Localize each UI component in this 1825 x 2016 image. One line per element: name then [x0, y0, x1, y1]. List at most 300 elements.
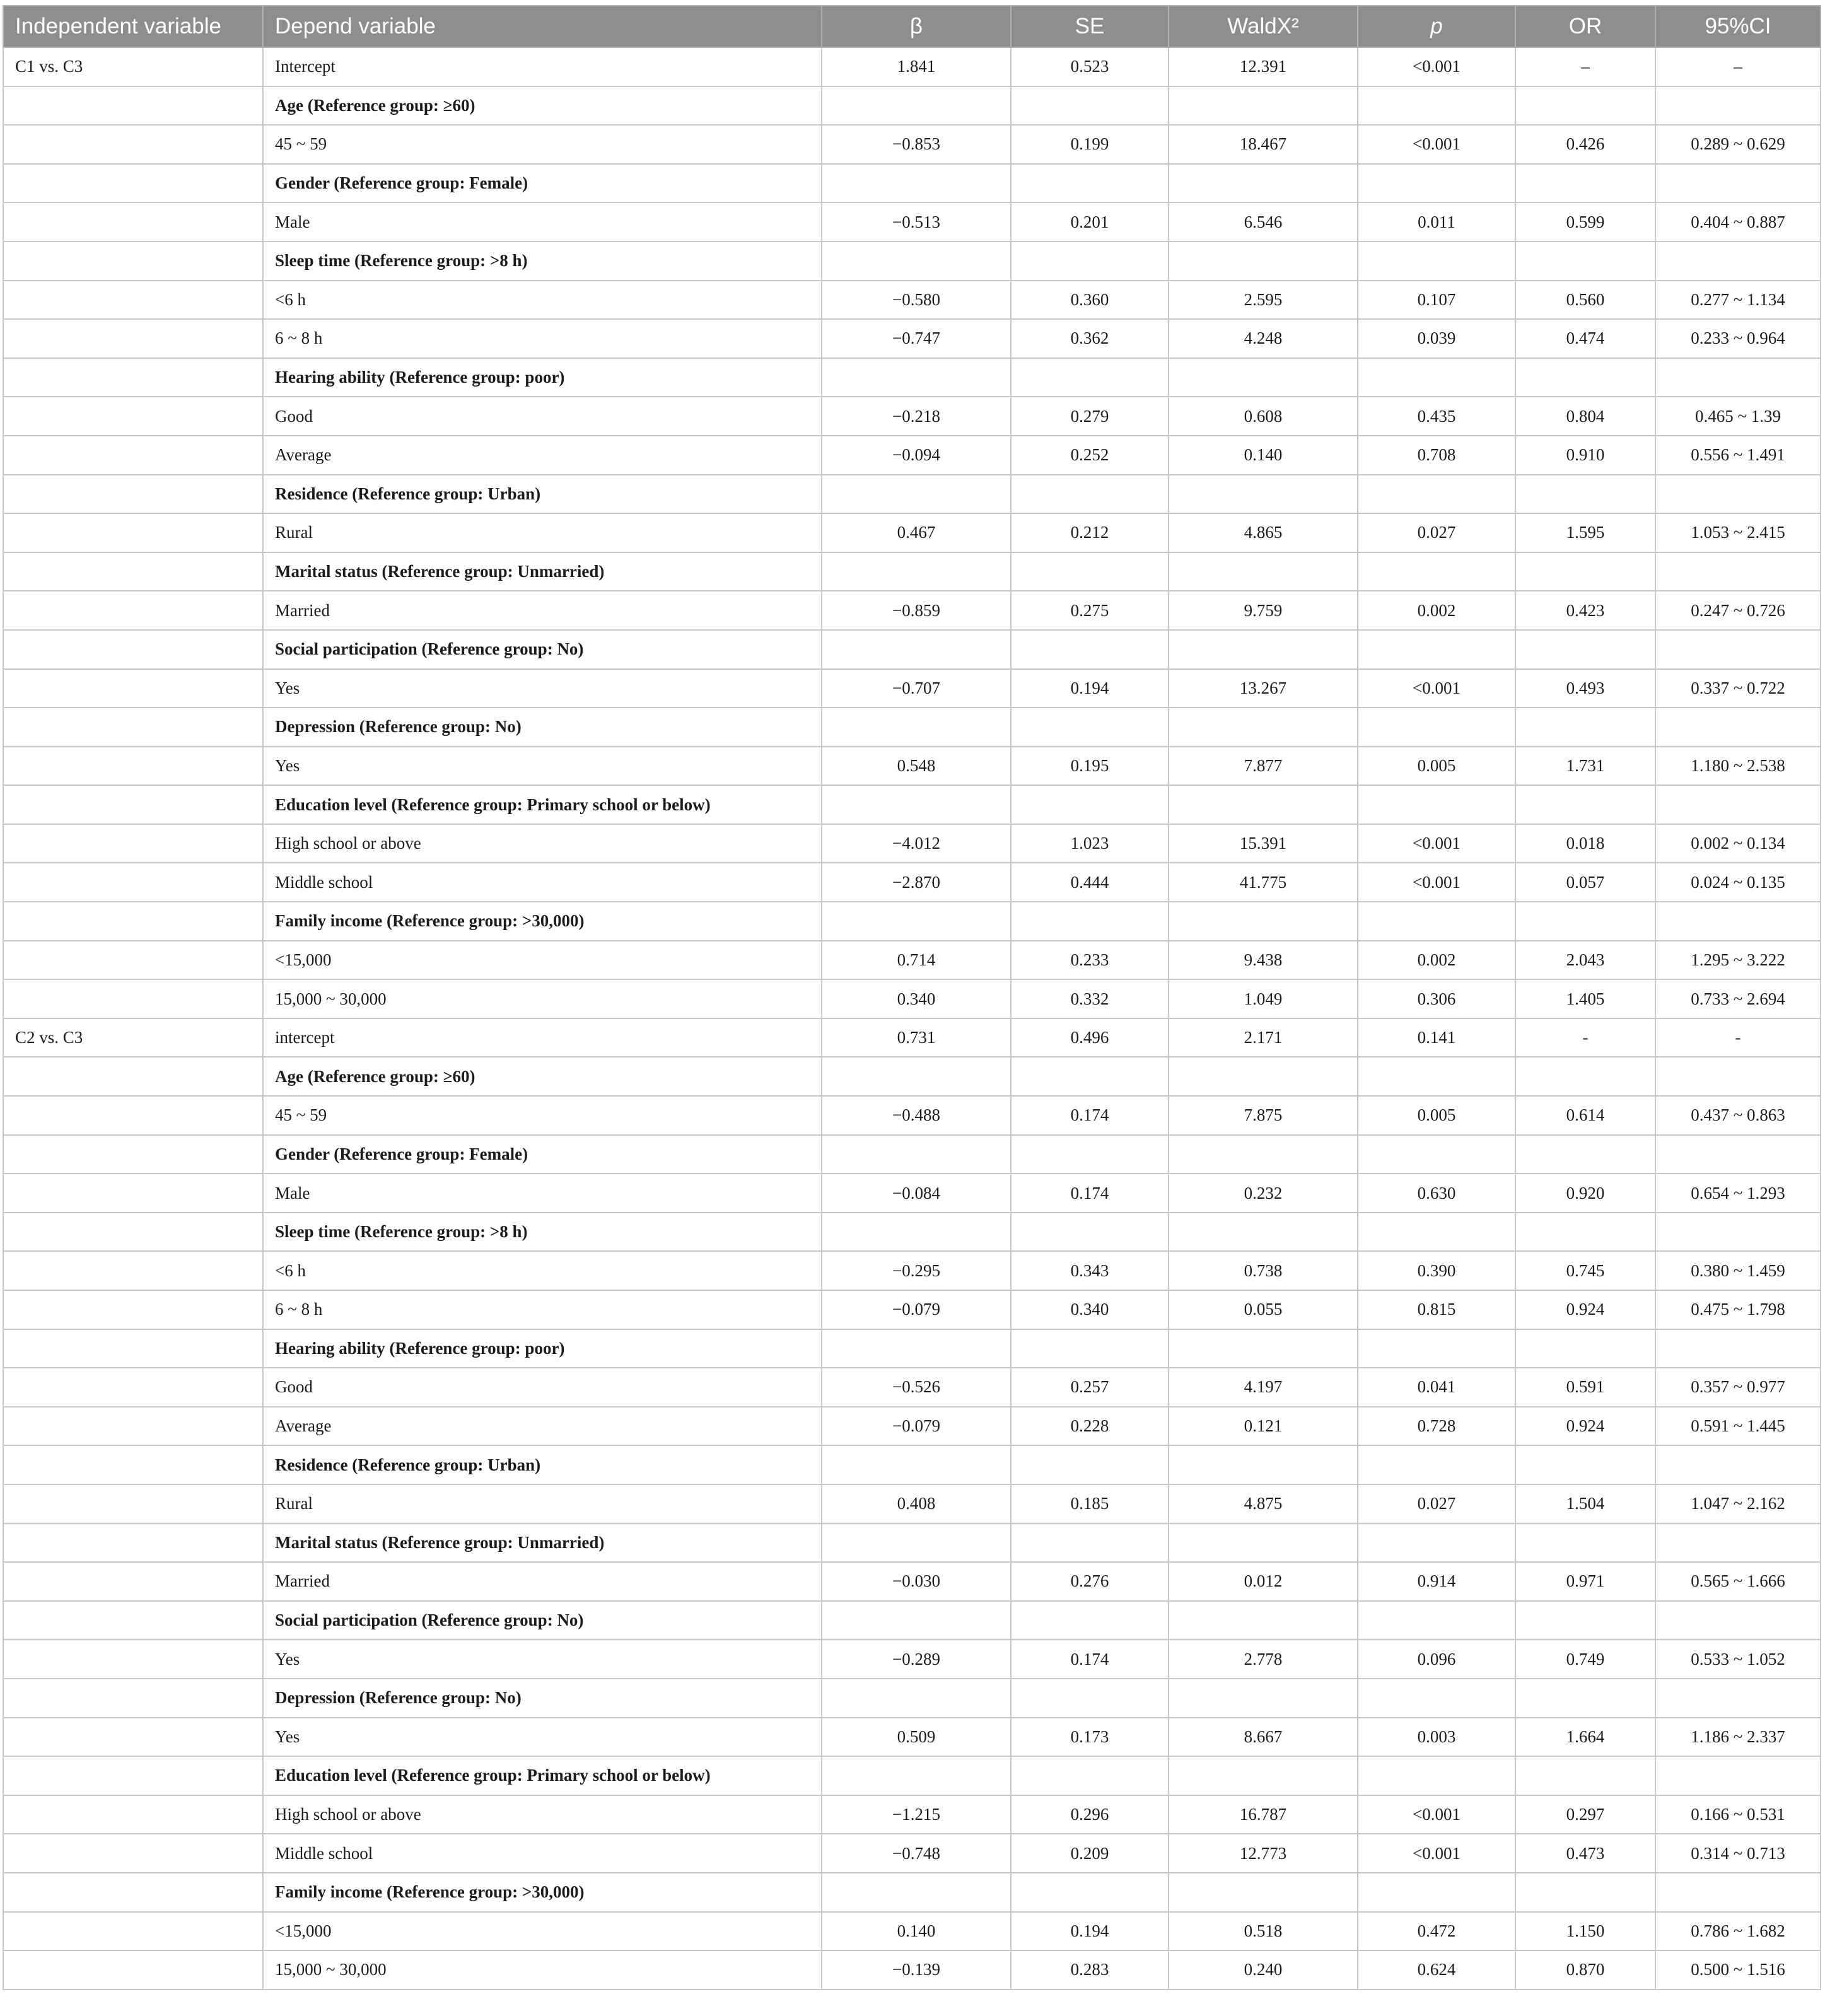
or-cell: 0.749: [1515, 1640, 1655, 1679]
depend-variable-cell: Rural: [263, 1484, 822, 1524]
wald-cell: 0.738: [1169, 1251, 1358, 1290]
ci-cell: 0.380 ~ 1.459: [1655, 1251, 1821, 1290]
independent-variable-cell: [3, 747, 263, 786]
wald-cell: [1169, 86, 1358, 125]
depend-variable-cell: Yes: [263, 1640, 822, 1679]
beta-cell: [822, 1756, 1011, 1795]
depend-variable-cell: Average: [263, 1407, 822, 1446]
ci-cell: 0.277 ~ 1.134: [1655, 281, 1821, 320]
or-cell: [1515, 902, 1655, 941]
ci-cell: 0.533 ~ 1.052: [1655, 1640, 1821, 1679]
or-cell: 0.924: [1515, 1407, 1655, 1446]
p-cell: 0.306: [1358, 979, 1515, 1018]
p-cell: 0.011: [1358, 202, 1515, 242]
p-cell: [1358, 1135, 1515, 1174]
se-cell: [1011, 1873, 1169, 1912]
wald-cell: 0.240: [1169, 1950, 1358, 1990]
beta-cell: 0.548: [822, 747, 1011, 786]
independent-variable-cell: [3, 1445, 263, 1484]
ci-cell: 0.465 ~ 1.39: [1655, 397, 1821, 436]
beta-cell: [822, 785, 1011, 824]
independent-variable-cell: [3, 319, 263, 358]
wald-cell: 16.787: [1169, 1795, 1358, 1834]
table-row: [3, 1834, 1821, 1873]
independent-variable-cell: [3, 86, 263, 125]
p-cell: 0.728: [1358, 1407, 1515, 1446]
se-cell: 0.444: [1011, 863, 1169, 902]
p-cell: [1358, 242, 1515, 281]
or-cell: [1515, 1873, 1655, 1912]
or-cell: [1515, 708, 1655, 747]
ci-cell: 1.180 ~ 2.538: [1655, 747, 1821, 786]
table-group-row: [3, 1213, 1821, 1252]
independent-variable-cell: [3, 941, 263, 980]
se-cell: 0.360: [1011, 281, 1169, 320]
depend-variable-cell: Social participation (Reference group: No): [263, 1601, 822, 1640]
independent-variable-cell: [3, 164, 263, 203]
wald-cell: [1169, 1524, 1358, 1563]
beta-cell: [822, 630, 1011, 669]
table-group-row: [3, 552, 1821, 591]
depend-variable-cell: Gender (Reference group: Female): [263, 1135, 822, 1174]
table-group-row: [3, 785, 1821, 824]
wald-cell: [1169, 1329, 1358, 1368]
independent-variable-cell: [3, 1251, 263, 1290]
depend-variable-cell: Family income (Reference group: >30,000): [263, 902, 822, 941]
ci-cell: [1655, 1756, 1821, 1795]
or-cell: –: [1515, 47, 1655, 86]
se-cell: [1011, 1057, 1169, 1096]
p-cell: [1358, 1213, 1515, 1252]
table-row: [3, 1251, 1821, 1290]
header-independent-variable: Independent variable: [3, 6, 263, 47]
table-row: [3, 591, 1821, 630]
se-cell: 0.296: [1011, 1795, 1169, 1834]
p-cell: [1358, 630, 1515, 669]
table-row: [3, 1368, 1821, 1407]
wald-cell: [1169, 1873, 1358, 1912]
p-cell: 0.630: [1358, 1174, 1515, 1213]
wald-cell: 0.608: [1169, 397, 1358, 436]
depend-variable-cell: Yes: [263, 669, 822, 708]
wald-cell: 13.267: [1169, 669, 1358, 708]
ci-cell: [1655, 1445, 1821, 1484]
ci-cell: 0.024 ~ 0.135: [1655, 863, 1821, 902]
se-cell: [1011, 358, 1169, 397]
ci-cell: 0.289 ~ 0.629: [1655, 125, 1821, 164]
se-cell: 0.194: [1011, 669, 1169, 708]
wald-cell: [1169, 1213, 1358, 1252]
independent-variable-cell: C1 vs. C3: [3, 47, 263, 86]
se-cell: 0.173: [1011, 1718, 1169, 1757]
independent-variable-cell: [3, 513, 263, 552]
p-cell: [1358, 164, 1515, 203]
depend-variable-cell: Average: [263, 436, 822, 475]
se-cell: 0.212: [1011, 513, 1169, 552]
beta-cell: [822, 242, 1011, 281]
table-row: [3, 202, 1821, 242]
p-cell: [1358, 1601, 1515, 1640]
p-cell: [1358, 1679, 1515, 1718]
se-cell: 0.275: [1011, 591, 1169, 630]
header-row: [3, 6, 1821, 47]
ci-cell: [1655, 358, 1821, 397]
table-group-row: [3, 1445, 1821, 1484]
ci-cell: 0.404 ~ 0.887: [1655, 202, 1821, 242]
ci-cell: 0.475 ~ 1.798: [1655, 1290, 1821, 1329]
independent-variable-cell: [3, 630, 263, 669]
p-cell: 0.005: [1358, 1096, 1515, 1135]
beta-cell: −0.139: [822, 1950, 1011, 1990]
se-cell: [1011, 708, 1169, 747]
p-cell: 0.027: [1358, 1484, 1515, 1524]
or-cell: 0.971: [1515, 1562, 1655, 1601]
beta-cell: −0.488: [822, 1096, 1011, 1135]
table-body: [3, 47, 1821, 1990]
or-cell: 1.405: [1515, 979, 1655, 1018]
wald-cell: 6.546: [1169, 202, 1358, 242]
table-group-row: [3, 1135, 1821, 1174]
ci-cell: 0.654 ~ 1.293: [1655, 1174, 1821, 1213]
p-cell: 0.107: [1358, 281, 1515, 320]
ci-cell: 0.556 ~ 1.491: [1655, 436, 1821, 475]
or-cell: 1.595: [1515, 513, 1655, 552]
independent-variable-cell: [3, 1484, 263, 1524]
depend-variable-cell: Education level (Reference group: Primary school or below): [263, 785, 822, 824]
depend-variable-cell: 6 ~ 8 h: [263, 1290, 822, 1329]
table-group-row: [3, 1756, 1821, 1795]
wald-cell: 0.055: [1169, 1290, 1358, 1329]
independent-variable-cell: [3, 1912, 263, 1951]
table-row: [3, 397, 1821, 436]
depend-variable-cell: Hearing ability (Reference group: poor): [263, 358, 822, 397]
logistic-regression-table: [3, 5, 1821, 1990]
table-row: [3, 979, 1821, 1018]
beta-cell: −0.580: [822, 281, 1011, 320]
table-group-row: [3, 475, 1821, 514]
or-cell: 0.423: [1515, 591, 1655, 630]
independent-variable-cell: [3, 824, 263, 863]
header-wald: WaldX²: [1169, 6, 1358, 47]
wald-cell: 15.391: [1169, 824, 1358, 863]
p-cell: <0.001: [1358, 824, 1515, 863]
wald-cell: [1169, 785, 1358, 824]
wald-cell: 1.049: [1169, 979, 1358, 1018]
independent-variable-cell: [3, 1290, 263, 1329]
depend-variable-cell: Age (Reference group: ≥60): [263, 86, 822, 125]
depend-variable-cell: 45 ~ 59: [263, 1096, 822, 1135]
wald-cell: 7.877: [1169, 747, 1358, 786]
or-cell: 0.560: [1515, 281, 1655, 320]
table-row: [3, 1290, 1821, 1329]
or-cell: 1.504: [1515, 1484, 1655, 1524]
beta-cell: [822, 1329, 1011, 1368]
beta-cell: −0.859: [822, 591, 1011, 630]
beta-cell: [822, 902, 1011, 941]
se-cell: [1011, 902, 1169, 941]
p-cell: [1358, 1524, 1515, 1563]
ci-cell: 0.233 ~ 0.964: [1655, 319, 1821, 358]
wald-cell: [1169, 1679, 1358, 1718]
depend-variable-cell: 45 ~ 59: [263, 125, 822, 164]
table-group-row: [3, 1679, 1821, 1718]
or-cell: 0.599: [1515, 202, 1655, 242]
table-row: [3, 281, 1821, 320]
wald-cell: 8.667: [1169, 1718, 1358, 1757]
ci-cell: [1655, 475, 1821, 514]
p-cell: 0.027: [1358, 513, 1515, 552]
beta-cell: [822, 708, 1011, 747]
se-cell: 0.201: [1011, 202, 1169, 242]
se-cell: 0.199: [1011, 125, 1169, 164]
se-cell: 0.340: [1011, 1290, 1169, 1329]
independent-variable-cell: [3, 785, 263, 824]
beta-cell: −0.747: [822, 319, 1011, 358]
table-group-row: [3, 358, 1821, 397]
independent-variable-cell: [3, 1756, 263, 1795]
table-row: [3, 1484, 1821, 1524]
ci-cell: [1655, 1524, 1821, 1563]
or-cell: [1515, 242, 1655, 281]
ci-cell: [1655, 630, 1821, 669]
independent-variable-cell: [3, 1524, 263, 1563]
or-cell: 0.745: [1515, 1251, 1655, 1290]
beta-cell: 0.140: [822, 1912, 1011, 1951]
independent-variable-cell: [3, 1407, 263, 1446]
ci-cell: [1655, 1135, 1821, 1174]
table-row: [3, 1718, 1821, 1757]
depend-variable-cell: Sleep time (Reference group: >8 h): [263, 242, 822, 281]
ci-cell: [1655, 1329, 1821, 1368]
or-cell: 0.804: [1515, 397, 1655, 436]
beta-cell: −0.289: [822, 1640, 1011, 1679]
or-cell: 0.614: [1515, 1096, 1655, 1135]
table-row: [3, 747, 1821, 786]
independent-variable-cell: [3, 863, 263, 902]
se-cell: [1011, 1524, 1169, 1563]
or-cell: 0.920: [1515, 1174, 1655, 1213]
p-cell: <0.001: [1358, 47, 1515, 86]
ci-cell: 0.437 ~ 0.863: [1655, 1096, 1821, 1135]
independent-variable-cell: [3, 475, 263, 514]
ci-cell: 0.247 ~ 0.726: [1655, 591, 1821, 630]
depend-variable-cell: High school or above: [263, 1795, 822, 1834]
se-cell: 0.257: [1011, 1368, 1169, 1407]
or-cell: 0.057: [1515, 863, 1655, 902]
beta-cell: −0.295: [822, 1251, 1011, 1290]
wald-cell: 2.171: [1169, 1018, 1358, 1058]
wald-cell: 2.778: [1169, 1640, 1358, 1679]
depend-variable-cell: 6 ~ 8 h: [263, 319, 822, 358]
se-cell: [1011, 475, 1169, 514]
se-cell: [1011, 1601, 1169, 1640]
depend-variable-cell: Middle school: [263, 863, 822, 902]
depend-variable-cell: Age (Reference group: ≥60): [263, 1057, 822, 1096]
ci-cell: [1655, 1213, 1821, 1252]
or-cell: [1515, 1756, 1655, 1795]
independent-variable-cell: [3, 202, 263, 242]
beta-cell: 0.467: [822, 513, 1011, 552]
wald-cell: 4.875: [1169, 1484, 1358, 1524]
p-cell: 0.624: [1358, 1950, 1515, 1990]
wald-cell: [1169, 1601, 1358, 1640]
independent-variable-cell: [3, 1562, 263, 1601]
depend-variable-cell: Marital status (Reference group: Unmarried): [263, 1524, 822, 1563]
beta-cell: [822, 1601, 1011, 1640]
beta-cell: 0.714: [822, 941, 1011, 980]
depend-variable-cell: Good: [263, 397, 822, 436]
table-row: [3, 47, 1821, 86]
depend-variable-cell: Residence (Reference group: Urban): [263, 1445, 822, 1484]
p-cell: [1358, 708, 1515, 747]
se-cell: 0.279: [1011, 397, 1169, 436]
depend-variable-cell: Rural: [263, 513, 822, 552]
beta-cell: −0.084: [822, 1174, 1011, 1213]
p-cell: 0.815: [1358, 1290, 1515, 1329]
beta-cell: −0.079: [822, 1407, 1011, 1446]
p-cell: [1358, 1756, 1515, 1795]
wald-cell: [1169, 242, 1358, 281]
p-cell: 0.708: [1358, 436, 1515, 475]
p-cell: 0.096: [1358, 1640, 1515, 1679]
beta-cell: 1.841: [822, 47, 1011, 86]
se-cell: 0.174: [1011, 1174, 1169, 1213]
depend-variable-cell: <15,000: [263, 1912, 822, 1951]
se-cell: [1011, 1213, 1169, 1252]
table-row: [3, 1950, 1821, 1990]
independent-variable-cell: [3, 125, 263, 164]
beta-cell: [822, 1445, 1011, 1484]
se-cell: 0.194: [1011, 1912, 1169, 1951]
se-cell: 0.523: [1011, 47, 1169, 86]
table-row: [3, 824, 1821, 863]
or-cell: 0.910: [1515, 436, 1655, 475]
depend-variable-cell: Education level (Reference group: Primary school or below): [263, 1756, 822, 1795]
wald-cell: [1169, 1756, 1358, 1795]
p-cell: [1358, 1329, 1515, 1368]
p-cell: <0.001: [1358, 1795, 1515, 1834]
beta-cell: [822, 1135, 1011, 1174]
beta-cell: −0.094: [822, 436, 1011, 475]
or-cell: 1.150: [1515, 1912, 1655, 1951]
beta-cell: [822, 86, 1011, 125]
depend-variable-cell: Family income (Reference group: >30,000): [263, 1873, 822, 1912]
ci-cell: [1655, 1679, 1821, 1718]
table-group-row: [3, 1329, 1821, 1368]
or-cell: 0.591: [1515, 1368, 1655, 1407]
table-row: [3, 1912, 1821, 1951]
se-cell: [1011, 1756, 1169, 1795]
ci-cell: 0.786 ~ 1.682: [1655, 1912, 1821, 1951]
table-row: [3, 1640, 1821, 1679]
wald-cell: 9.438: [1169, 941, 1358, 980]
wald-cell: [1169, 1057, 1358, 1096]
se-cell: 0.252: [1011, 436, 1169, 475]
wald-cell: 12.773: [1169, 1834, 1358, 1873]
or-cell: 0.924: [1515, 1290, 1655, 1329]
depend-variable-cell: Social participation (Reference group: No): [263, 630, 822, 669]
or-cell: 0.297: [1515, 1795, 1655, 1834]
or-cell: [1515, 164, 1655, 203]
ci-cell: [1655, 1057, 1821, 1096]
header-depend-variable: Depend variable: [263, 6, 822, 47]
wald-cell: [1169, 552, 1358, 591]
independent-variable-cell: [3, 1679, 263, 1718]
p-cell: 0.002: [1358, 941, 1515, 980]
or-cell: 2.043: [1515, 941, 1655, 980]
header-or: OR: [1515, 6, 1655, 47]
p-cell: [1358, 1445, 1515, 1484]
depend-variable-cell: 15,000 ~ 30,000: [263, 1950, 822, 1990]
ci-cell: [1655, 785, 1821, 824]
independent-variable-cell: [3, 281, 263, 320]
p-cell: [1358, 1057, 1515, 1096]
wald-cell: [1169, 358, 1358, 397]
header-ci: 95%CI: [1655, 6, 1821, 47]
p-cell: <0.001: [1358, 863, 1515, 902]
or-cell: 0.426: [1515, 125, 1655, 164]
independent-variable-cell: [3, 979, 263, 1018]
table-group-row: [3, 902, 1821, 941]
wald-cell: 0.140: [1169, 436, 1358, 475]
beta-cell: −0.707: [822, 669, 1011, 708]
beta-cell: [822, 1679, 1011, 1718]
table-group-row: [3, 164, 1821, 203]
ci-cell: 0.314 ~ 0.713: [1655, 1834, 1821, 1873]
table-row: [3, 1096, 1821, 1135]
independent-variable-cell: [3, 1213, 263, 1252]
or-cell: 0.473: [1515, 1834, 1655, 1873]
independent-variable-cell: [3, 1096, 263, 1135]
or-cell: 0.018: [1515, 824, 1655, 863]
or-cell: [1515, 475, 1655, 514]
or-cell: [1515, 1679, 1655, 1718]
p-cell: 0.003: [1358, 1718, 1515, 1757]
or-cell: [1515, 86, 1655, 125]
header-p: p: [1358, 6, 1515, 47]
beta-cell: [822, 1873, 1011, 1912]
or-cell: [1515, 1135, 1655, 1174]
table-row: [3, 669, 1821, 708]
independent-variable-cell: [3, 591, 263, 630]
beta-cell: [822, 358, 1011, 397]
se-cell: [1011, 630, 1169, 669]
or-cell: 1.731: [1515, 747, 1655, 786]
wald-cell: [1169, 708, 1358, 747]
depend-variable-cell: Gender (Reference group: Female): [263, 164, 822, 203]
wald-cell: 2.595: [1169, 281, 1358, 320]
independent-variable-cell: [3, 1950, 263, 1990]
p-cell: 0.002: [1358, 591, 1515, 630]
independent-variable-cell: [3, 1795, 263, 1834]
se-cell: 0.209: [1011, 1834, 1169, 1873]
se-cell: 0.195: [1011, 747, 1169, 786]
beta-cell: [822, 1057, 1011, 1096]
header-se: SE: [1011, 6, 1169, 47]
ci-cell: [1655, 1601, 1821, 1640]
table-group-row: [3, 1601, 1821, 1640]
se-cell: 0.343: [1011, 1251, 1169, 1290]
or-cell: 0.474: [1515, 319, 1655, 358]
depend-variable-cell: <6 h: [263, 281, 822, 320]
or-cell: [1515, 552, 1655, 591]
ci-cell: 0.591 ~ 1.445: [1655, 1407, 1821, 1446]
table-row: [3, 1795, 1821, 1834]
table-row: [3, 436, 1821, 475]
beta-cell: [822, 475, 1011, 514]
se-cell: 0.174: [1011, 1096, 1169, 1135]
depend-variable-cell: <6 h: [263, 1251, 822, 1290]
